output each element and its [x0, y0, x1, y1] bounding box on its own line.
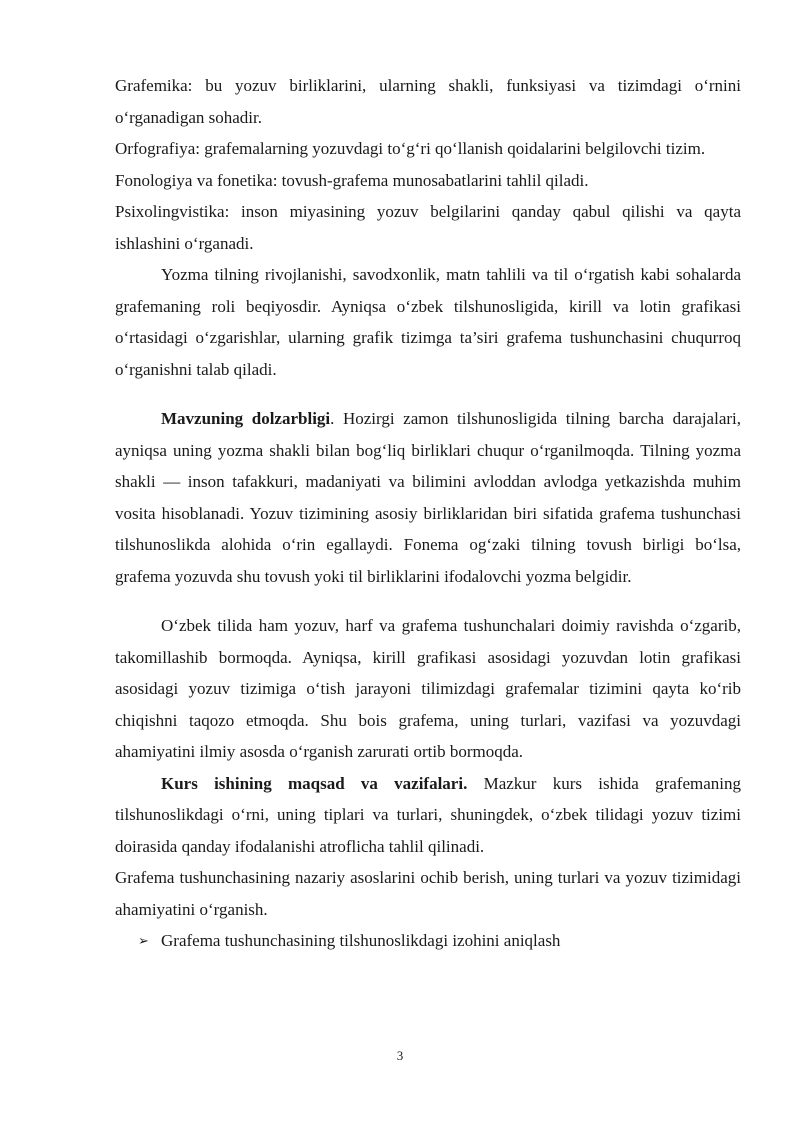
paragraph-yozma-til: Yozma tilning rivojlanishi, savodxonlik, matn tahlili va til o‘rgatish kabi sohalarda grafemaning roli beqiyosdir. Ayniqsa o‘zbek tilshunosligida, kirill va lotin grafikasi o‘rtasidagi o‘zgarishlar, ularning grafik tizimga ta’siri grafema tushunchasini chuqurroq o‘rganishni talab qiladi. — [115, 265, 741, 379]
heading-dolzarblik: Mavzuning dolzarbligi — [161, 409, 331, 428]
heading-maqsad: Kurs ishining maqsad va vazifalari. — [161, 773, 468, 793]
body-dolzarblik: . Hozirgi zamon tilshunosligida tilning barcha darajalari, ayniqsa uning yozma shakli bilan bog‘liq birliklari chuqur o‘rganilmoqda. Tilning yozma shakli — inson tafakkuri, madaniyati va bilimini avloddan avlodga yetkazishda muhim vosita hisoblanadi. Yozuv tizimining asosiy birliklaridan biri sifatida grafema tushunchasi tilshunoslikda alohida o‘rin egallaydi. Fonema og‘zaki tilning tovush birligi bo‘lsa, grafema yozuvda shu tovush yoki til birliklarini ifodalovchi yozma belgidir. — [115, 409, 742, 586]
paragraph-grafemika: Grafemika: bu yozuv birliklarini, ularning shakli, funksiyasi va tizimdagi o‘rnini o‘rganadigan sohadir. — [115, 76, 741, 127]
paragraph-psixolingvistika: Psixolingvistika: inson miyasining yozuv belgilarini qanday qabul qilishi va qayta ishlashini o‘rganadi. — [115, 202, 741, 253]
list-item — [115, 925, 741, 957]
paragraph-ozbek-tili: O‘zbek tilida ham yozuv, harf va grafema tushunchalari doimiy ravishda o‘zgarib, takomillashib bormoqda. Ayniqsa, kirill grafikasi asosidagi yozuvdan lotin grafikasi asosidagi yozuv tizimiga o‘tish jarayoni tilimizdagi grafemalar tizimini qayta ko‘rib chiqishni taqozo etmoqda. Shu bois grafema, uning turlari, vazifasi va yozuvdagi ahamiyatini ilmiy asosda o‘rganish zarurati ortib bormoqda. — [115, 616, 741, 761]
page-text — [115, 70, 741, 957]
paragraph-nazariy: Grafema tushunchasining nazariy asoslarini ochib berish, uning turlari va yozuv tizimidagi ahamiyatini o‘rganish. — [115, 868, 741, 919]
paragraph-orfografiya: Orfografiya: grafemalarning yozuvdagi to‘g‘ri qo‘llanish qoidalarini belgilovchi tizim. — [115, 139, 706, 158]
bullet-text: Grafema tushunchasining tilshunoslikdagi izohini aniqlash — [161, 931, 561, 950]
paragraph-fonologiya: Fonologiya va fonetika: tovush-grafema munosabatlarini tahlil qiladi. — [115, 170, 589, 190]
paragraph-dolzarblik — [115, 403, 741, 592]
page-number: 3 — [396, 1048, 404, 1063]
body-maqsad: Mazkur kurs ishida grafemaning tilshunoslikdagi o‘rni, uning tiplari va turlari, shuningdek, o‘zbek tilidagi yozuv tizimi doirasida qanday ifodalanishi atroflicha tahlil qilinadi. — [115, 773, 741, 856]
arrow-bullet-icon: ➢ — [138, 933, 149, 948]
paragraph-maqsad — [115, 768, 741, 863]
